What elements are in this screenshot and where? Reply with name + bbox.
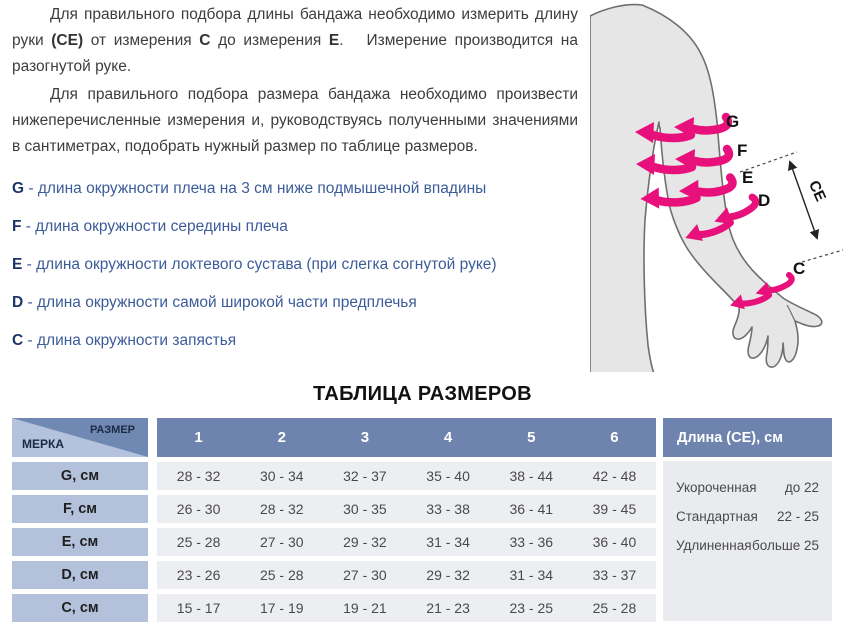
size-value-cell: 27 - 30 (259, 534, 304, 550)
diagram-label-E: E (742, 168, 754, 187)
corner-label-merka: МЕРКА (22, 437, 64, 451)
size-table-corner-cell (12, 418, 148, 457)
size-row-values (157, 462, 656, 490)
size-col-headers (157, 418, 656, 457)
measurement-text: - длина окружности середины плеча (21, 218, 288, 235)
size-row-label: C, см (12, 594, 148, 622)
size-value-cell: 17 - 19 (259, 600, 304, 616)
length-row-label: Удлиненная (676, 538, 752, 553)
size-value-cell: 36 - 40 (592, 534, 637, 550)
intro-text-segment: до измерения (210, 32, 329, 49)
size-value-cell: 27 - 30 (343, 567, 387, 583)
size-col-header: 3 (360, 429, 370, 446)
size-col-header: 4 (443, 429, 453, 446)
measurement-text: - длина окружности самой широкой части предплечья (23, 294, 417, 311)
size-row-label: F, см (12, 495, 148, 523)
measurement-letter: F (12, 218, 22, 235)
intro-bold-term: (СЕ) (51, 32, 84, 49)
size-table-title: ТАБЛИЦА РАЗМЕРОВ (313, 383, 532, 405)
size-col-header: 6 (610, 429, 619, 446)
length-row (676, 478, 819, 497)
size-value-cell: 21 - 23 (426, 600, 470, 616)
length-row-label: Укороченная (676, 480, 757, 495)
ce-dash-bottom (802, 250, 843, 262)
size-value-cell: 25 - 28 (259, 567, 304, 583)
length-table-body (663, 461, 832, 621)
size-value-cell: 42 - 48 (592, 468, 637, 484)
size-row-label: D, см (12, 561, 148, 589)
measurement-letter: E (12, 256, 23, 273)
size-value-cell: 29 - 32 (343, 534, 387, 550)
size-table (12, 418, 832, 622)
intro-paragraph-2: Для правильного подбора размера бандажа необходимо произвести нижеперечисленные измерения и, руководствуясь полученными значениями в сантиметрах, подобрать нужный размер по таблице размеров. (12, 86, 578, 155)
size-value-cell: 30 - 35 (343, 501, 387, 517)
measurement-item (12, 178, 590, 200)
size-row-values (157, 528, 656, 556)
length-row-value: до 22 (784, 480, 819, 495)
measurement-item (12, 330, 590, 352)
intro-text-segment: Для правильного подбора длины бандажа необходимо измерить длину руки (12, 6, 578, 49)
size-value-cell: 15 - 17 (176, 600, 221, 616)
measurement-text: - длина окружности локтевого сустава (при слегка согнутой руке) (22, 256, 497, 273)
measurement-item (12, 254, 590, 276)
size-row-label: G, см (12, 462, 148, 490)
intro-text-segment: . Измерение производится на разогнутой руке. (12, 32, 578, 75)
size-value-cell: 23 - 25 (509, 600, 554, 616)
size-value-cell: 33 - 37 (592, 567, 637, 583)
corner-label-razmer: РАЗМЕР (89, 424, 135, 436)
arm-diagram-svg (590, 0, 845, 372)
size-row-values (157, 561, 656, 589)
size-value-cell: 28 - 32 (176, 468, 221, 484)
length-row (676, 536, 819, 555)
diagram-label-G: G (726, 112, 740, 131)
size-value-cell: 36 - 41 (509, 501, 554, 517)
size-value-cell: 32 - 37 (343, 468, 387, 484)
size-value-cell: 30 - 34 (259, 468, 304, 484)
diagram-label-F: F (737, 141, 748, 160)
size-value-cell: 33 - 36 (509, 534, 554, 550)
size-row-values (157, 594, 656, 622)
size-row-label: E, см (12, 528, 148, 556)
measurement-list (12, 178, 590, 368)
measurement-text: - длина окружности плеча на 3 см ниже подмышечной впадины (24, 180, 487, 197)
size-value-cell: 28 - 32 (259, 501, 304, 517)
intro-bold-term: С (199, 32, 211, 49)
length-row-value: 22 - 25 (776, 509, 819, 524)
size-col-header: 5 (527, 429, 536, 446)
measurement-item (12, 292, 590, 314)
length-row (676, 507, 819, 526)
ce-label: CE (804, 178, 830, 205)
size-table-header (12, 418, 832, 457)
size-value-cell: 38 - 44 (509, 468, 554, 484)
measurement-letter: D (12, 294, 24, 311)
size-value-cell: 25 - 28 (592, 600, 637, 616)
arm-measurement-diagram (590, 0, 845, 372)
measurement-letter: G (12, 180, 25, 197)
size-value-cell: 35 - 40 (426, 468, 470, 484)
intro-text (12, 2, 578, 162)
size-value-cell: 25 - 28 (176, 534, 221, 550)
measurement-item (12, 216, 590, 238)
size-value-cell: 31 - 34 (426, 534, 470, 550)
size-value-cell: 31 - 34 (509, 567, 554, 583)
length-row-label: Стандартная (676, 509, 758, 524)
size-value-cell: 39 - 45 (592, 501, 637, 517)
measurement-text: - длина окружности запястья (23, 332, 237, 349)
diagram-label-C: C (793, 259, 806, 278)
length-row-value: больше 25 (752, 538, 819, 553)
size-col-header: 2 (277, 429, 286, 446)
size-col-header: 1 (194, 429, 203, 446)
size-value-cell: 26 - 30 (176, 501, 221, 517)
size-row-values (157, 495, 656, 523)
size-value-cell: 29 - 32 (426, 567, 470, 583)
size-value-cell: 23 - 26 (176, 567, 221, 583)
length-table-header: Длина (СЕ), см (663, 418, 832, 457)
intro-paragraph-1 (12, 2, 578, 80)
intro-bold-term: Е (328, 32, 340, 49)
intro-text-segment: от измерения (83, 32, 200, 49)
diagram-label-D: D (758, 191, 771, 210)
size-value-cell: 33 - 38 (426, 501, 470, 517)
size-value-cell: 19 - 21 (343, 600, 387, 616)
measurement-letter: C (12, 332, 24, 349)
